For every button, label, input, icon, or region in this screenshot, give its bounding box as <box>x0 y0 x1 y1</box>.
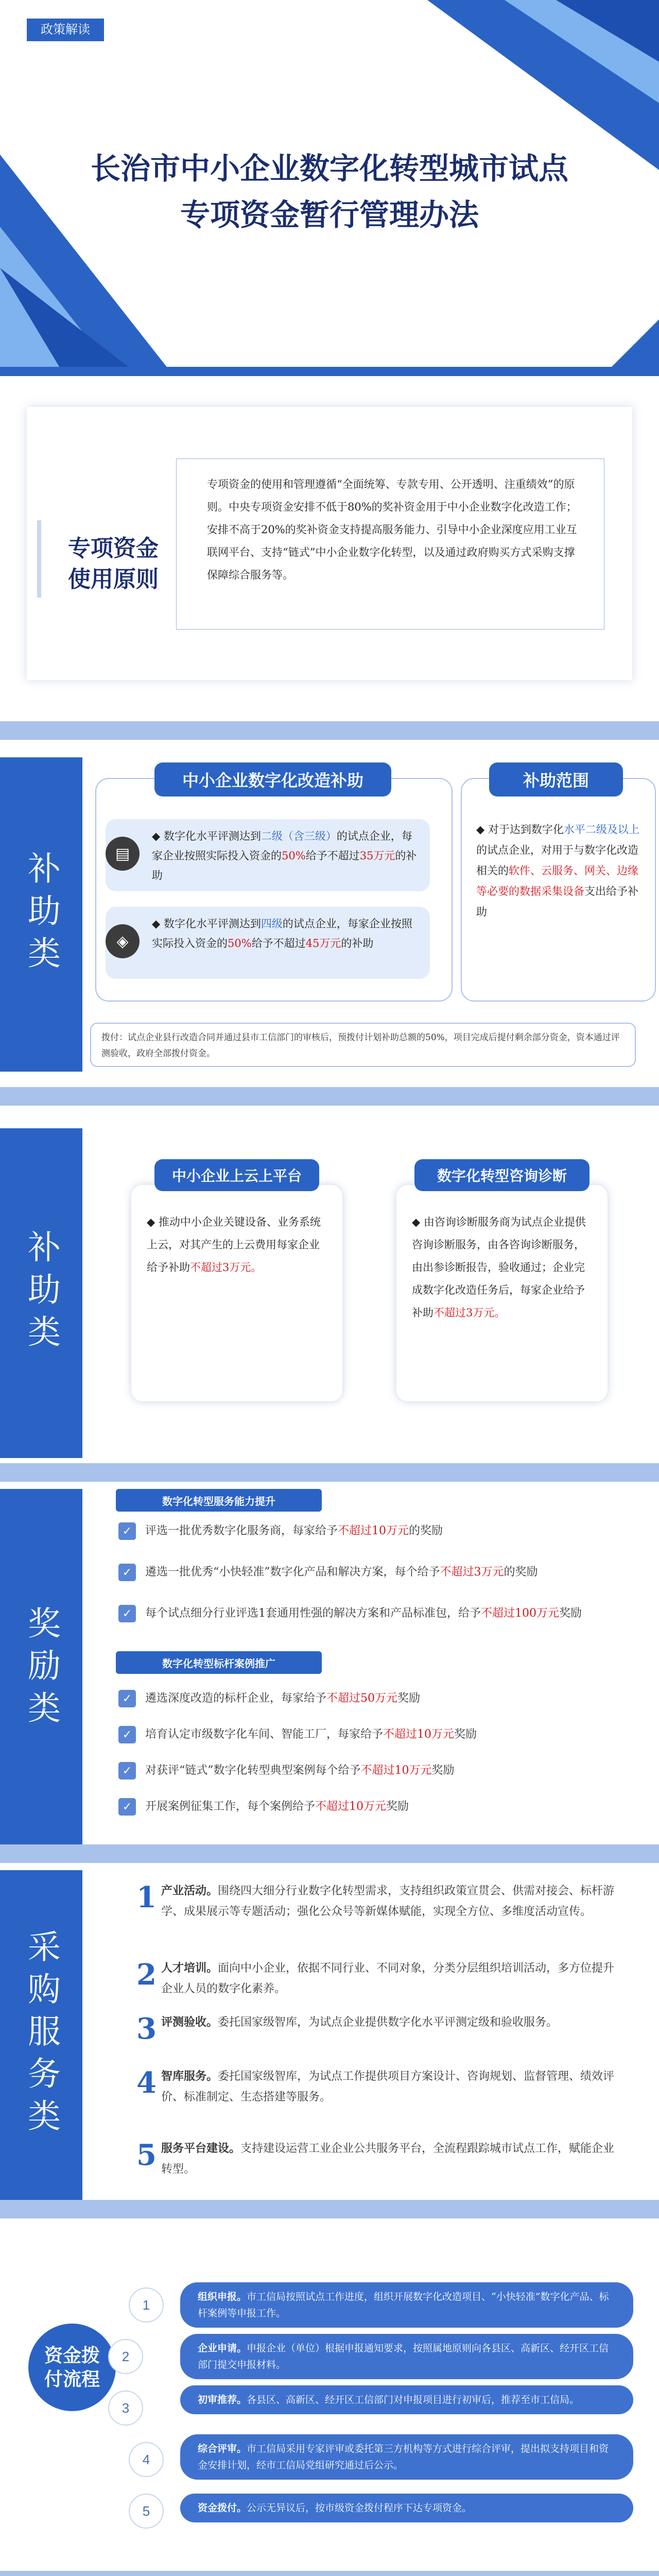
subsidy-item-1-text: ◆ 数字化水平评测达到二级（含三级）的试点企业，每家企业按照实际投入资金的50%给予不超过35万元的补助 <box>152 830 417 882</box>
check-icon: ✓ <box>118 1690 136 1707</box>
principle-label-line2: 使用原则 <box>68 567 159 592</box>
text-seg: 给予不超过 <box>251 937 306 950</box>
text-seg: 奖励 <box>454 1728 477 1741</box>
amount-highlight: 不超过100万元 <box>481 1607 559 1620</box>
item-number: 2 <box>136 1958 157 1992</box>
step-title: 初审推荐。 <box>198 2394 247 2405</box>
text-seg: 数字化水平评测达到 <box>163 918 261 930</box>
procure-item-4 <box>136 2066 631 2108</box>
check-icon: ✓ <box>118 1605 136 1622</box>
step-title: 组织申报。 <box>198 2291 247 2302</box>
flow-label <box>28 2324 116 2411</box>
reward-item-5 <box>118 1723 628 1746</box>
procure-item-2 <box>136 1958 631 1999</box>
text-seg: 每个试点细分行业评选1套通用性强的解决方案和产品标准包，给予 <box>145 1607 481 1620</box>
flow-step-4 <box>180 2434 633 2480</box>
principle-text: 专项资金的使用和管理遵循“全面统筹、专款专用、公开透明、注重绩效”的原则。中央专项资金安排不低于80%的奖补资金用于中小企业数字化改造工作；安排不高于20%的奖补资金支持提高服务能力、引导中小企业深度应用工业互联网平台、支持“链式”中小企业数字化转型，以及通过政府购买方式采购支撑保障综合服务等。 <box>207 478 577 581</box>
flow-step-2-number: 2 <box>108 2339 143 2374</box>
text-seg: 推动中小企业关键设备、业务系统上云，对其产生的上云费用每家企业给予补助 <box>147 1216 321 1274</box>
flow-step-3-number: 3 <box>108 2391 143 2426</box>
step-title: 企业申请。 <box>198 2343 247 2354</box>
item-title: 人才培训。 <box>161 1961 218 1975</box>
amount-highlight: 不超过10万元 <box>383 1728 455 1741</box>
amount-highlight: 不超过10万元 <box>360 1764 432 1777</box>
text-seg: 遴选一批优秀“小快轻准”数字化产品和解决方案，每个给予 <box>145 1566 440 1579</box>
flow-label-line2: 付流程 <box>44 2368 100 2389</box>
step-desc: 市工信局采用专家评审或委托第三方机构等方式进行综合评审，提出拟支持项目和资金安排计划，经市工信局党组研究通过后公示。 <box>198 2443 609 2471</box>
header-decoration <box>0 0 659 376</box>
step-desc: 市工信局按照试点工作进度，组织开展数字化改造项目、“小快轻准”数字化产品、标杆案例等申报工作。 <box>198 2291 609 2319</box>
check-icon: ✓ <box>118 1762 136 1780</box>
category-subsidy: 补助类 <box>0 757 82 1072</box>
reward-item-1 <box>118 1520 628 1543</box>
consult-title: 数字化转型咨询诊断 <box>414 1159 589 1191</box>
separator-6 <box>0 2571 659 2576</box>
reward-item-2 <box>118 1561 628 1584</box>
text-seg: 的试点企业，每家企业按照实际投入资金的 <box>152 830 412 862</box>
amount-highlight: 不超过10万元 <box>338 1524 409 1537</box>
separator-4 <box>0 1844 659 1863</box>
text-seg: 的奖励 <box>409 1524 443 1537</box>
page-title-line1: 长治市中小企业数字化转型城市试点 <box>90 152 568 185</box>
category-subsidy-2: 补助类 <box>0 1128 82 1458</box>
reward-item-4 <box>118 1687 628 1710</box>
consult-text: ◆ 由咨询诊断服务商为试点企业提供咨询诊断服务，由各咨询诊断服务，由出参诊断报告，验收通过；企业完成数字化改造任务后，每家企业给予补助不超过3万元。 <box>412 1216 586 1319</box>
item-title: 评测验收。 <box>161 2015 218 2029</box>
principle-card <box>27 407 632 680</box>
percent-highlight: 50% <box>228 937 252 950</box>
items-highlight: 软件、云服务、网关、边缘等必要的数据采集设备 <box>476 865 638 897</box>
text-seg: 的试点企业，对用于与数字化改造相关的 <box>476 844 638 877</box>
cloud-title: 中小企业上云上平台 <box>154 1159 319 1191</box>
item-number: 4 <box>136 2066 157 2100</box>
subsidy-item-2 <box>106 907 430 979</box>
header-section <box>0 0 659 376</box>
flow-label-line1: 资金拨 <box>44 2345 100 2366</box>
subsidy-item-2-text: ◆ 数字化水平评测达到四级的试点企业，每家企业按照实际投入资金的50%给予不超过45万元的补助 <box>152 918 412 950</box>
text-seg: 由咨询诊断服务商为试点企业提供咨询诊断服务，由各咨询诊断服务，由出参诊断报告，验收通过；企业完成数字化改造任务后，每家企业给予补助 <box>412 1216 586 1319</box>
separator-5 <box>0 2200 659 2218</box>
step-desc: 公示无异议后，按市级资金拨付程序下达专项资金。 <box>247 2502 472 2514</box>
document-icon: ▤ <box>106 837 140 871</box>
subsidy-note: 拨付：试点企业县行改造合同并通过县市工信部门的审核后，预拨付计划补助总额的50%，项目完成后提付剩余部分资金，资本通过评测验收，政府全部拨付资金。 <box>90 1023 636 1067</box>
item-desc: 委托国家级智库，为试点企业提供数字化水平评测定级和验收服务。 <box>218 2016 558 2029</box>
level-highlight: 二级（含三级） <box>261 830 337 842</box>
reward-item-7 <box>118 1795 628 1818</box>
subsidy-item-1 <box>106 819 430 891</box>
procure-item-5 <box>136 2138 631 2180</box>
procure-item-3 <box>136 2012 631 2046</box>
text-seg: 培育认定市级数字化车间、智能工厂，每家给予 <box>145 1728 384 1741</box>
flow-step-4-number: 4 <box>129 2442 164 2477</box>
reward-section-1-title: 数字化转型服务能力提升 <box>116 1489 322 1512</box>
percent-highlight: 50% <box>282 850 306 862</box>
text-seg: 对于达到数字化 <box>488 823 564 836</box>
level-highlight: 水平二级及以上 <box>563 823 639 836</box>
flow-step-1-number: 1 <box>129 2287 164 2323</box>
item-number: 3 <box>136 2012 157 2046</box>
text-seg: 支出给予补助 <box>476 885 638 918</box>
text-seg: 奖励 <box>397 1692 421 1705</box>
category-reward: 奖励类 <box>0 1489 82 1850</box>
flow-step-5 <box>180 2494 633 2522</box>
flow-step-5-number: 5 <box>129 2494 164 2529</box>
item-desc: 围绕四大细分行业数字化转型需求，支持组织政策宣贯会、供需对接会、标杆游学、成果展示等专题活动；强化公众号等新媒体赋能，实现全方位、多维度活动宣传。 <box>161 1885 615 1918</box>
subsidy-range-title: 补助范围 <box>489 762 623 796</box>
item-desc: 支持建设运营工业企业公共服务平台，全流程跟踪城市试点工作，赋能企业转型。 <box>161 2142 615 2176</box>
amount-highlight: 不超过3万元。 <box>433 1307 506 1319</box>
check-icon: ✓ <box>118 1564 136 1581</box>
item-title: 智库服务。 <box>161 2070 218 2083</box>
item-title: 产业活动。 <box>161 1884 218 1897</box>
amount-highlight: 35万元 <box>359 850 395 862</box>
separator-3 <box>0 1463 659 1482</box>
amount-highlight: 不超过10万元 <box>315 1800 387 1813</box>
item-desc: 面向中小企业，依据不同行业、不同对象，分类分层组织培训活动，多方位提升企业人员的数字化素养。 <box>161 1962 615 1995</box>
item-number: 1 <box>136 1880 157 1914</box>
text-seg: 评选一批优秀数字化服务商，每家给予 <box>145 1524 338 1537</box>
amount-highlight: 不超过50万元 <box>326 1692 398 1705</box>
text-seg: 的补助 <box>341 937 374 950</box>
text-seg: 的试点企业，每家企业按照实际投入资金的 <box>152 918 412 950</box>
text-seg: 奖励 <box>386 1800 409 1813</box>
amount-highlight: 不超过3万元。 <box>190 1261 262 1274</box>
text-seg: 数字化水平评测达到 <box>163 830 261 842</box>
flow-step-1 <box>180 2282 633 2328</box>
separator-2 <box>0 1087 659 1106</box>
label-accent <box>37 520 41 598</box>
flow-step-3 <box>180 2385 633 2414</box>
check-icon: ✓ <box>118 1522 136 1540</box>
text-seg: 奖励 <box>559 1607 582 1620</box>
amount-highlight: 45万元 <box>305 937 341 950</box>
item-desc: 委托国家级智库，为试点工作提供项目方案设计、咨询规划、监督管理、绩效评价、标准制定、生态搭建等服务。 <box>161 2070 615 2104</box>
item-number: 5 <box>136 2138 157 2172</box>
text-seg: 给予不超过 <box>305 850 360 862</box>
principle-label-line1: 专项资金 <box>68 536 159 561</box>
text-seg: 的奖励 <box>504 1566 538 1579</box>
tag-icon: ◈ <box>106 924 140 958</box>
text-seg: 遴选深度改造的标杆企业，每家给予 <box>145 1692 327 1705</box>
step-desc: 申报企业（单位）根据申报通知要求，按照属地原则向各县区、高新区、经开区工信部门提交申报材料。 <box>198 2343 609 2370</box>
text-seg: 对获评“链式”数字化转型典型案例每个给予 <box>145 1764 361 1777</box>
category-procurement: 采购服务类 <box>0 1870 82 2200</box>
check-icon: ✓ <box>118 1798 136 1816</box>
text-seg: 奖励 <box>431 1764 455 1777</box>
level-highlight: 四级 <box>261 918 283 930</box>
flow-step-2 <box>180 2334 633 2379</box>
principle-label <box>37 520 171 598</box>
amount-highlight: 不超过3万元 <box>440 1566 504 1579</box>
cloud-text: ◆ 推动中小企业关键设备、业务系统上云，对其产生的上云费用每家企业给予补助不超过3万元。 <box>147 1216 321 1274</box>
text-seg: 的补助 <box>152 850 417 882</box>
step-title: 综合评审。 <box>198 2443 247 2454</box>
item-title: 服务平台建设。 <box>161 2142 241 2155</box>
policy-tag: 政策解读 <box>27 19 104 41</box>
page-title-line2: 专项资金暂行管理办法 <box>180 198 479 232</box>
reward-section-2-title: 数字化转型标杆案例推广 <box>116 1651 322 1674</box>
subsidy-main-title: 中小企业数字化改造补助 <box>154 762 391 796</box>
procure-item-1 <box>136 1880 631 1922</box>
check-icon: ✓ <box>118 1726 136 1743</box>
text-seg: 开展案例征集工作，每个案例给予 <box>145 1800 316 1813</box>
separator-1 <box>0 721 659 740</box>
subsidy-range-text: ◆ 对于达到数字化水平二级及以上的试点企业，对用于与数字化改造相关的软件、云服务、网关、边缘等必要的数据采集设备支出给予补助 <box>476 823 639 918</box>
step-title: 资金拨付。 <box>198 2502 247 2514</box>
reward-item-6 <box>118 1759 628 1782</box>
reward-item-3 <box>118 1602 628 1625</box>
step-desc: 各县区、高新区、经开区工信部门对申报项目进行初审后，推荐至市工信局。 <box>247 2394 580 2405</box>
